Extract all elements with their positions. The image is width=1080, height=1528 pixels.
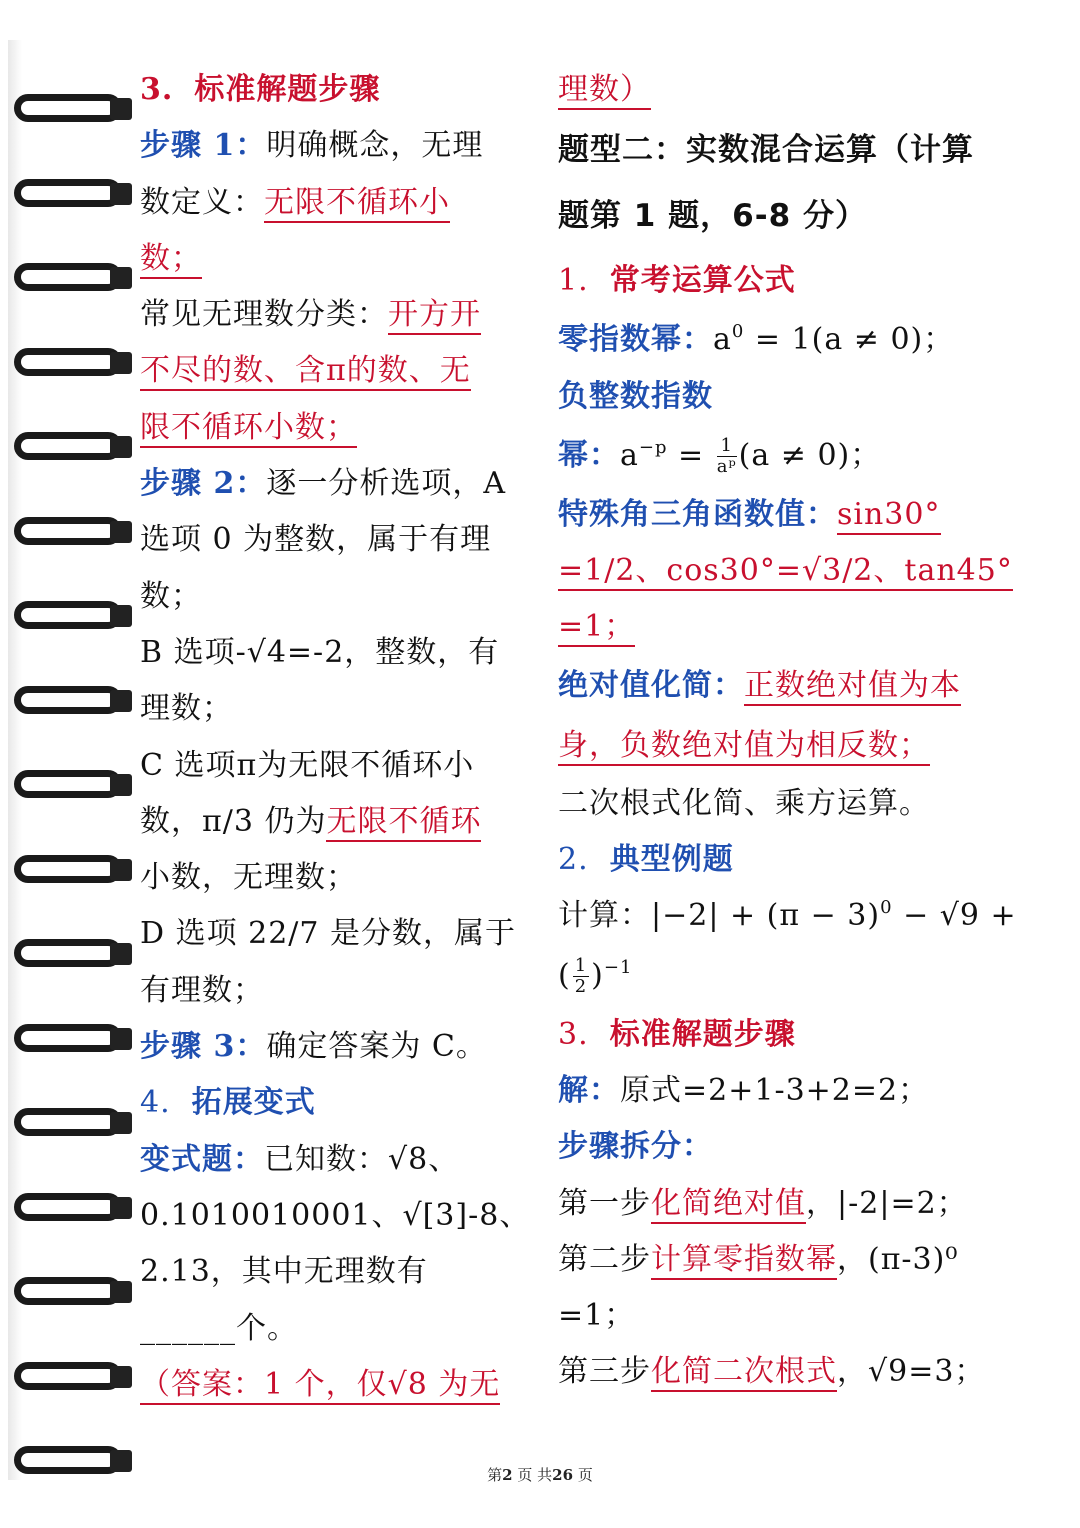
ring-hole: [110, 98, 132, 120]
section1-heading: 1. 常考运算公式: [558, 263, 796, 299]
step3-line: 步骤 3：确定答案为 C。: [140, 1029, 487, 1065]
ring-wire: [14, 94, 122, 122]
continued-line: 理数）: [558, 62, 1028, 118]
ring-wire: [14, 179, 122, 207]
variant-line3: 2.13，其中无理数有: [140, 1254, 428, 1290]
ring-wire: [14, 1108, 122, 1136]
ring-wire: [14, 1362, 122, 1390]
ring-wire: [14, 348, 122, 376]
page-footer: 第2 页 共26 页: [487, 1466, 593, 1484]
ring-wire: [14, 1277, 122, 1305]
ring-hole: [110, 690, 132, 712]
neg-exponent-label: 负整数指数: [558, 378, 713, 414]
ring-wire: [14, 1193, 122, 1221]
binding-ring: [14, 849, 130, 889]
zero-exponent-line: 零指数幂：$a^0 = 1(a \ne 0)$；: [558, 321, 955, 358]
step-three-line: 第三步化简二次根式，√9=3；: [558, 1344, 1028, 1400]
binding-ring: [14, 1102, 130, 1142]
binding-ring: [14, 88, 130, 128]
variant-line4: ______个。: [140, 1310, 298, 1346]
ring-hole: [110, 774, 132, 796]
ring-hole: [110, 943, 132, 965]
binding-ring: [14, 1271, 130, 1311]
ring-hole: [110, 1366, 132, 1388]
binding-ring: [14, 511, 130, 551]
option-b-line2: 理数；: [140, 691, 233, 727]
option-b-line: B 选项-√4=-2，整数，有: [140, 634, 500, 670]
abs-line2: 身，负数绝对值为相反数；: [558, 716, 1028, 776]
step-one-line: 第一步化简绝对值，|-2|=2；: [558, 1176, 1028, 1232]
answer-line: （答案：1 个，仅√8 为无: [140, 1357, 525, 1413]
section2-heading: 2. 典型例题: [558, 842, 734, 878]
ring-wire: [14, 432, 122, 460]
ring-hole: [110, 436, 132, 458]
ring-hole: [110, 521, 132, 543]
ring-wire: [14, 770, 122, 798]
binding-ring: [14, 595, 130, 635]
type2-heading: 题型二：实数混合运算（计算: [558, 132, 974, 169]
option-d-line: D 选项 22/7 是分数，属于: [140, 916, 517, 952]
step2-line2: 选项 0 为整数，属于有理: [140, 522, 492, 558]
split-label-line: 步骤拆分：: [558, 1129, 713, 1165]
variant-line2: 0.1010010001、√[3]-8、: [140, 1197, 531, 1233]
common-line3: 限不循环小数；: [140, 400, 525, 456]
binding-ring: [14, 1187, 130, 1227]
type2-heading2: 题第 1 题，6-8 分）: [558, 198, 867, 235]
section3-heading: 3. 标准解题步骤: [558, 1016, 796, 1052]
ring-wire: [14, 263, 122, 291]
ring-hole: [110, 1112, 132, 1134]
binding-ring: [14, 933, 130, 973]
binding-ring: [14, 764, 130, 804]
binding-ring: [14, 173, 130, 213]
ring-hole: [110, 1028, 132, 1050]
option-c-line2: 数，π/3 仍为无限不循环: [140, 794, 525, 850]
fraction: $\frac{1}{\text{aᵖ}}$: [716, 435, 737, 478]
radical-line: 二次根式化简、乘方运算。: [558, 785, 930, 821]
step1-def-line2: 数；: [140, 231, 525, 287]
section-heading: 3. 标准解题步骤: [140, 72, 381, 107]
trig-line2: =1/2、cos30°=√3/2、tan45°: [558, 543, 1028, 599]
ring-wire: [14, 686, 122, 714]
step2-line3: 数；: [140, 578, 202, 614]
step1-line: 步骤 1：明确概念，无理: [140, 128, 484, 164]
left-column: [140, 62, 531, 1413]
binding-ring: [14, 342, 130, 382]
common-line: 常见无理数分类：开方开: [140, 287, 525, 343]
step2-line: 步骤 2：逐一分析选项，A: [140, 466, 506, 502]
step-two-line2: =1；: [558, 1298, 636, 1334]
binding-ring: [14, 257, 130, 297]
calc-line: 计算：$|-2| + (\pi - 3)^0 - √9$ +: [558, 897, 1017, 934]
ring-hole: [110, 183, 132, 205]
binding-ring: [14, 1018, 130, 1058]
section4-heading: 4. 拓展变式: [140, 1085, 316, 1121]
ring-hole: [110, 1197, 132, 1219]
ring-hole: [110, 859, 132, 881]
ring-hole: [110, 267, 132, 289]
neg-exponent-line: 幂：$a^{-p}$ = $\frac{1}{\text{aᵖ}}$ (a ≠ 0)；: [558, 435, 882, 478]
ring-hole: [110, 1281, 132, 1303]
binding-ring: [14, 1356, 130, 1396]
fraction-half: $\frac{1}{2}$: [574, 955, 588, 998]
spiral-binding: [0, 40, 140, 1480]
ring-wire: [14, 601, 122, 629]
option-c-line: C 选项π为无限不循环小: [140, 747, 475, 783]
ring-wire: [14, 939, 122, 967]
ring-hole: [110, 352, 132, 374]
trig-line3: =1；: [558, 599, 1028, 655]
ring-hole: [110, 605, 132, 627]
option-d-line2: 有理数；: [140, 972, 264, 1008]
ring-wire: [14, 1024, 122, 1052]
trig-line: 特殊角三角函数值：sin30°: [558, 487, 1028, 543]
variant-line: 变式题：已知数：√8、: [140, 1141, 460, 1177]
ring-wire: [14, 855, 122, 883]
option-c-line3: 小数，无理数；: [140, 860, 357, 896]
ring-wire: [14, 517, 122, 545]
calc-line2: ( $\frac{1}{2}$ )$^{-1}$: [558, 955, 633, 998]
step1-def-line: 数定义：无限不循环小: [140, 175, 525, 231]
binding-ring: [14, 426, 130, 466]
abs-line: 绝对值化简：正数绝对值为本: [558, 656, 1028, 716]
step-two-line: 第二步计算零指数幂，(π-3)⁰: [558, 1232, 1028, 1288]
solution-line: 解：原式=2+1-3+2=2；: [558, 1072, 930, 1108]
binding-ring: [14, 680, 130, 720]
common-line2: 不尽的数、含π的数、无: [140, 343, 525, 399]
right-column: [558, 62, 1028, 1401]
